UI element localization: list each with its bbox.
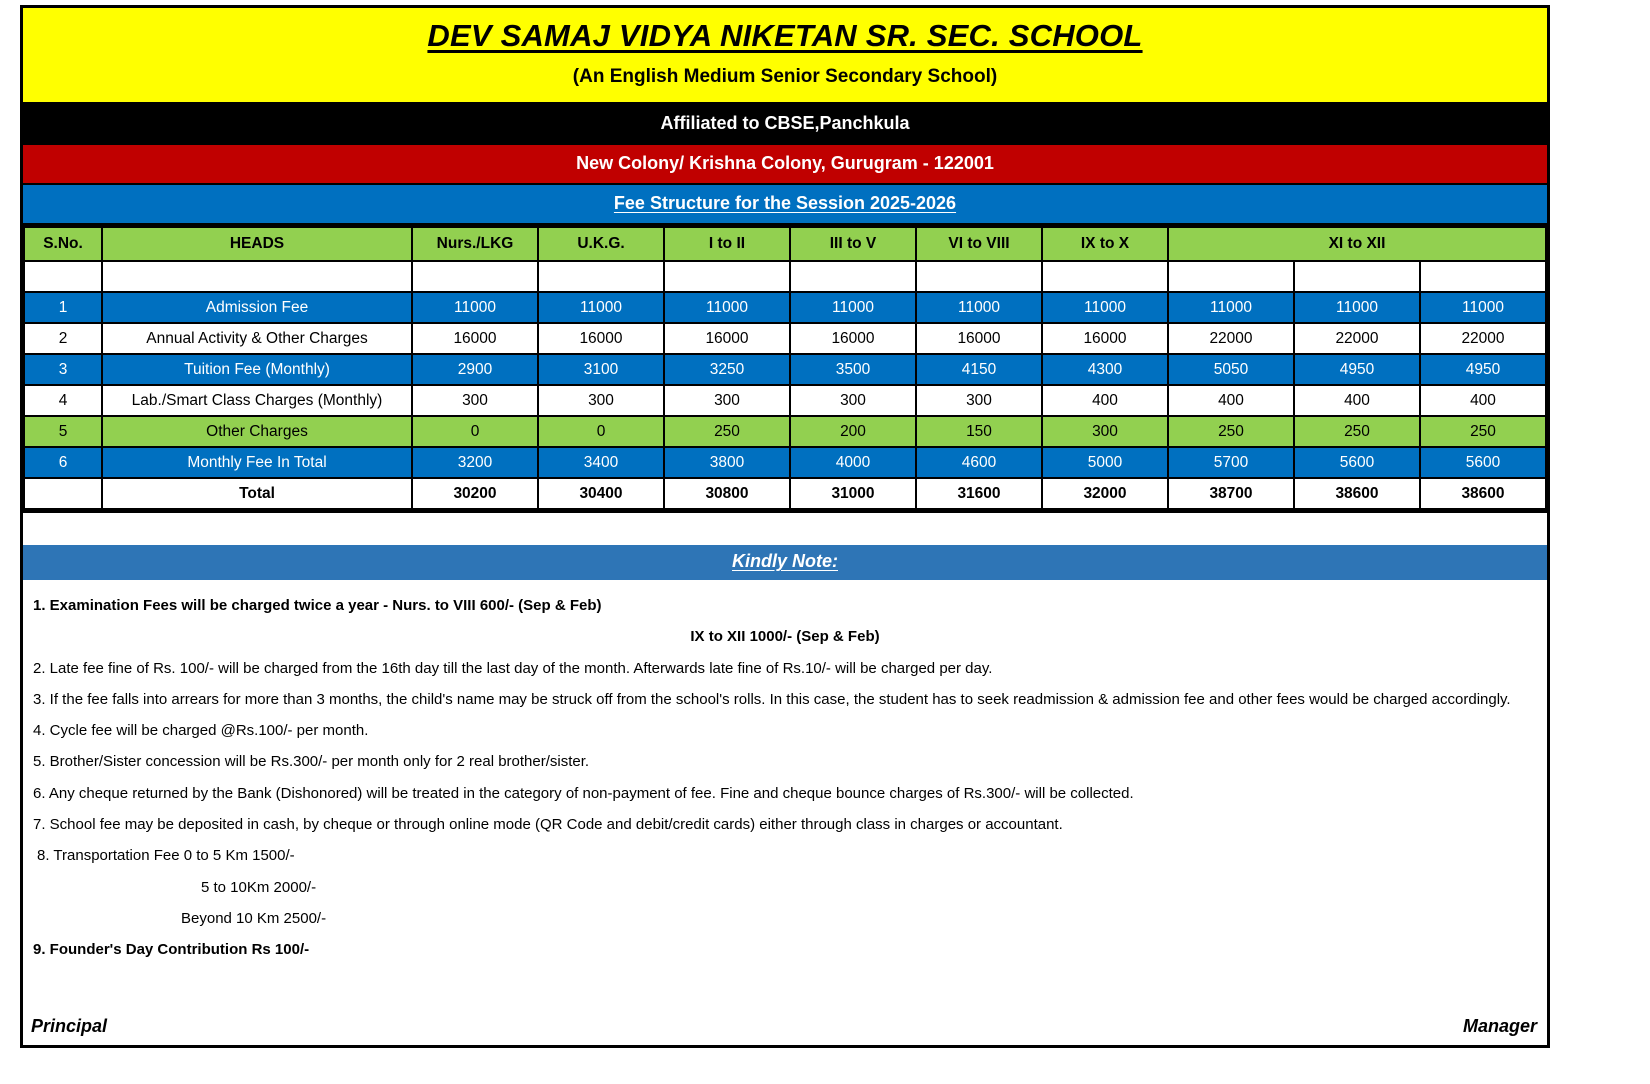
spacer-cell: [1168, 261, 1294, 292]
total-value: 30800: [664, 478, 790, 509]
row-value: 300: [664, 385, 790, 416]
row-value: 250: [664, 416, 790, 447]
row-head: Monthly Fee In Total: [102, 447, 412, 478]
signature-row: [23, 970, 1547, 1045]
row-value: 3200: [412, 447, 538, 478]
note-item: 4. Cycle fee will be charged @Rs.100/- per month.: [33, 722, 369, 740]
row-sno: 5: [24, 416, 102, 447]
row-value: 5600: [1420, 447, 1546, 478]
row-value: 3400: [538, 447, 664, 478]
row-value: 5050: [1168, 354, 1294, 385]
row-value: 4000: [790, 447, 916, 478]
column-header-i-to-ii: I to II: [664, 227, 790, 261]
row-value: 4300: [1042, 354, 1168, 385]
row-value: 4150: [916, 354, 1042, 385]
row-value: 400: [1294, 385, 1420, 416]
row-value: 0: [538, 416, 664, 447]
spacer-cell: [24, 261, 102, 292]
row-value: 11000: [538, 292, 664, 323]
spacer-cell: [102, 261, 412, 292]
row-value: 300: [1042, 416, 1168, 447]
table-row: [24, 292, 1546, 323]
row-value: 16000: [916, 323, 1042, 354]
note-item: 5 to 10Km 2000/-: [201, 878, 317, 896]
column-header-nursery-lkg: Nurs./LKG: [412, 227, 538, 261]
row-value: 3800: [664, 447, 790, 478]
total-value: 30400: [538, 478, 664, 509]
row-value: 16000: [664, 323, 790, 354]
row-value: 5600: [1294, 447, 1420, 478]
kindly-note-title: Kindly Note:: [732, 551, 838, 571]
row-sno: 4: [24, 385, 102, 416]
row-value: 4950: [1294, 354, 1420, 385]
row-value: 16000: [1042, 323, 1168, 354]
row-value: 2900: [412, 354, 538, 385]
total-value: 30200: [412, 478, 538, 509]
row-head: Other Charges: [102, 416, 412, 447]
row-value: 16000: [412, 323, 538, 354]
fee-table-body: [24, 261, 1546, 509]
fee-structure-title-banner: [23, 185, 1547, 226]
note-item: 2. Late fee fine of Rs. 100/- will be charged from the 16th day till the last day of the month. Afterwards late fine of Rs.10/- will be charged per day.: [33, 659, 993, 677]
row-value: 3500: [790, 354, 916, 385]
document-frame: [20, 5, 1550, 1048]
row-value: 11000: [916, 292, 1042, 323]
note-item: 3. If the fee falls into arrears for more than 3 months, the child's name may be struck off from the school's rolls. In this case, the student has to seek readmission & admission fee and other fees would be charged accordingly.: [33, 690, 1511, 708]
school-name: DEV SAMAJ VIDYA NIKETAN SR. SEC. SCHOOL: [427, 18, 1143, 53]
row-value: 400: [1168, 385, 1294, 416]
row-value: 5700: [1168, 447, 1294, 478]
spacer-cell: [790, 261, 916, 292]
row-value: 200: [790, 416, 916, 447]
table-row: [24, 447, 1546, 478]
fee-table-head: [24, 227, 1546, 261]
row-value: 3250: [664, 354, 790, 385]
row-value: 250: [1294, 416, 1420, 447]
row-value: 300: [790, 385, 916, 416]
note-item: 8. Transportation Fee 0 to 5 Km 1500/-: [37, 847, 295, 865]
row-value: 11000: [1420, 292, 1546, 323]
fee-table: [23, 226, 1547, 510]
total-value: 32000: [1042, 478, 1168, 509]
table-row: [24, 354, 1546, 385]
spacer-cell: [1420, 261, 1546, 292]
row-value: 11000: [1042, 292, 1168, 323]
row-value: 300: [412, 385, 538, 416]
row-value: 0: [412, 416, 538, 447]
column-header-vi-to-viii: VI to VIII: [916, 227, 1042, 261]
row-value: 5000: [1042, 447, 1168, 478]
fee-table-header-row: [24, 227, 1546, 261]
column-header-ukg: U.K.G.: [538, 227, 664, 261]
column-header-heads: HEADS: [102, 227, 412, 261]
row-value: 300: [916, 385, 1042, 416]
note-item: 5. Brother/Sister concession will be Rs.300/- per month only for 2 real brother/sister.: [33, 753, 590, 771]
total-value: 31000: [790, 478, 916, 509]
total-value: 38700: [1168, 478, 1294, 509]
row-value: 22000: [1168, 323, 1294, 354]
school-subtitle: (An English Medium Senior Secondary School): [572, 66, 998, 87]
total-value: 31600: [916, 478, 1042, 509]
table-total-row: [24, 478, 1546, 509]
row-value: 22000: [1294, 323, 1420, 354]
spacer-cell: [664, 261, 790, 292]
affiliation-banner: Affiliated to CBSE,Panchkula: [23, 105, 1547, 145]
spacer-row: [24, 261, 1546, 292]
row-value: 11000: [412, 292, 538, 323]
kindly-note-banner: [23, 545, 1547, 580]
row-head: Tuition Fee (Monthly): [102, 354, 412, 385]
column-header-xi-to-xii: XI to XII: [1168, 227, 1546, 261]
note-item: 7. School fee may be deposited in cash, by cheque or through online mode (QR Code and debit/credit cards) either through class in charges or accountant.: [33, 816, 1063, 834]
row-value: 250: [1168, 416, 1294, 447]
total-value: 38600: [1420, 478, 1546, 509]
row-value: 11000: [664, 292, 790, 323]
column-header-ix-to-x: IX to X: [1042, 227, 1168, 261]
row-value: 150: [916, 416, 1042, 447]
fee-structure-title: Fee Structure for the Session 2025-2026: [613, 193, 957, 213]
principal-signature-label: Principal: [31, 1015, 108, 1036]
total-value: 38600: [1294, 478, 1420, 509]
row-sno: 6: [24, 447, 102, 478]
total-label: Total: [102, 478, 412, 509]
row-sno: 1: [24, 292, 102, 323]
row-sno: 3: [24, 354, 102, 385]
spacer-cell: [1042, 261, 1168, 292]
row-value: 250: [1420, 416, 1546, 447]
row-sno: 2: [24, 323, 102, 354]
row-value: 400: [1420, 385, 1546, 416]
table-row: [24, 416, 1546, 447]
column-header-sno: S.No.: [24, 227, 102, 261]
row-value: 11000: [1168, 292, 1294, 323]
row-head: Lab./Smart Class Charges (Monthly): [102, 385, 412, 416]
note-item: IX to XII 1000/- (Sep & Feb): [690, 628, 880, 646]
column-header-iii-to-v: III to V: [790, 227, 916, 261]
row-value: 22000: [1420, 323, 1546, 354]
notes-list: [23, 580, 1547, 970]
note-item: 9. Founder's Day Contribution Rs 100/-: [33, 941, 310, 959]
note-item: 1. Examination Fees will be charged twice a year - Nurs. to VIII 600/- (Sep & Feb): [33, 597, 602, 614]
spacer-cell: [916, 261, 1042, 292]
spacer-cell: [412, 261, 538, 292]
row-head: Admission Fee: [102, 292, 412, 323]
manager-signature-label: Manager: [1462, 1015, 1537, 1036]
spacer-cell: [1294, 261, 1420, 292]
row-value: 4950: [1420, 354, 1546, 385]
table-row: [24, 323, 1546, 354]
row-value: 300: [538, 385, 664, 416]
row-value: 16000: [538, 323, 664, 354]
row-head: Annual Activity & Other Charges: [102, 323, 412, 354]
row-value: 11000: [790, 292, 916, 323]
note-item: 6. Any cheque returned by the Bank (Dishonored) will be treated in the category of non-payment of fee. Fine and cheque bounce charges of Rs.300/- will be collected.: [33, 784, 1134, 802]
table-note-gap: [23, 510, 1547, 545]
note-item: Beyond 10 Km 2500/-: [181, 909, 327, 927]
row-value: 400: [1042, 385, 1168, 416]
spacer-cell: [538, 261, 664, 292]
row-value: 4600: [916, 447, 1042, 478]
row-value: 3100: [538, 354, 664, 385]
row-value: 16000: [790, 323, 916, 354]
row-value: 11000: [1294, 292, 1420, 323]
total-sno: [24, 478, 102, 509]
address-banner: New Colony/ Krishna Colony, Gurugram - 122001: [23, 145, 1547, 185]
table-row: [24, 385, 1546, 416]
school-header-banner: [23, 8, 1547, 105]
